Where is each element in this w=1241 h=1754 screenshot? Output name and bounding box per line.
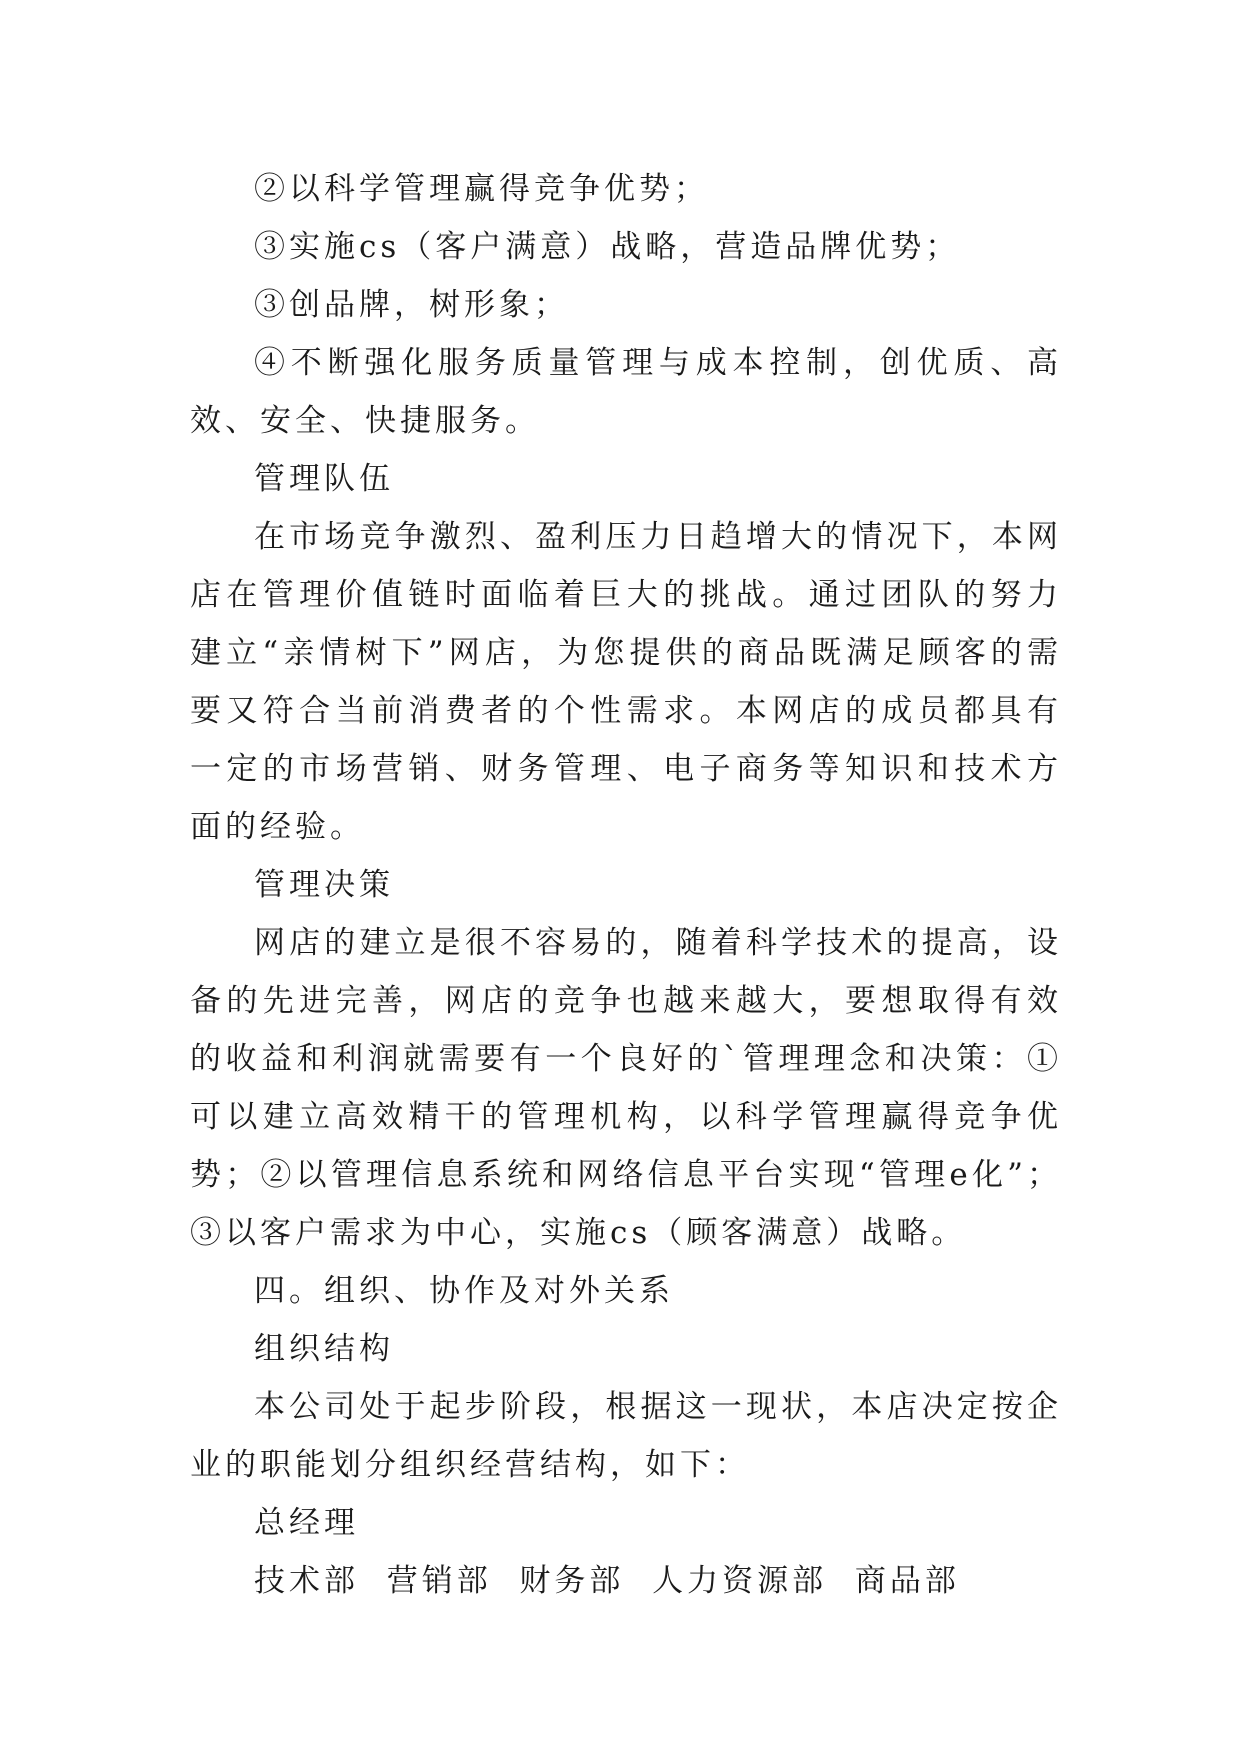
paragraph-management-team: 在市场竞争激烈、盈利压力日趋增大的情况下，本网店在管理价值链时面临着巨大的挑战。通过团队的努力建立“亲情树下”网店，为您提供的商品既满足顾客的需要又符合当前消费者的个性需求。本网店的成员都具有一定的市场营销、财务管理、电子商务等知识和技术方面的经验。: [190, 519, 1062, 845]
paragraph-org-structure: 本公司处于起步阶段，根据这一现状，本店决定按企业的职能划分组织经营结构，如下：: [190, 1389, 1062, 1483]
heading-management-team: 管理队伍: [254, 461, 394, 497]
paragraph-cs-strategy: ③实施cs（客户满意）战略，营造品牌优势；: [254, 229, 961, 265]
document-page: [190, 160, 1062, 1610]
heading-org-structure: 组织结构: [254, 1331, 394, 1367]
org-departments: 技术部 营销部 财务部 人力资源部 商品部: [254, 1563, 960, 1599]
paragraph-brand-image: ③创品牌，树形象；: [254, 287, 569, 323]
paragraph-service-quality: ④不断强化服务质量管理与成本控制，创优质、高效、安全、快捷服务。: [190, 345, 1062, 439]
heading-section-four: 四。组织、协作及对外关系: [254, 1273, 674, 1309]
heading-management-decisions: 管理决策: [254, 867, 394, 903]
paragraph-management-decisions: 网店的建立是很不容易的，随着科学技术的提高，设备的先进完善，网店的竞争也越来越大，要想取得有效的收益和利润就需要有一个良好的`管理理念和决策：①可以建立高效精干的管理机构，以科学管理赢得竞争优势；②以管理信息系统和网络信息平台实现“管理e化”；③以客户需求为中心，实施cs（顾客满意）战略。: [190, 925, 1062, 1251]
org-general-manager: 总经理: [254, 1505, 359, 1541]
paragraph-competitive-advantage: ②以科学管理赢得竞争优势；: [254, 171, 709, 207]
